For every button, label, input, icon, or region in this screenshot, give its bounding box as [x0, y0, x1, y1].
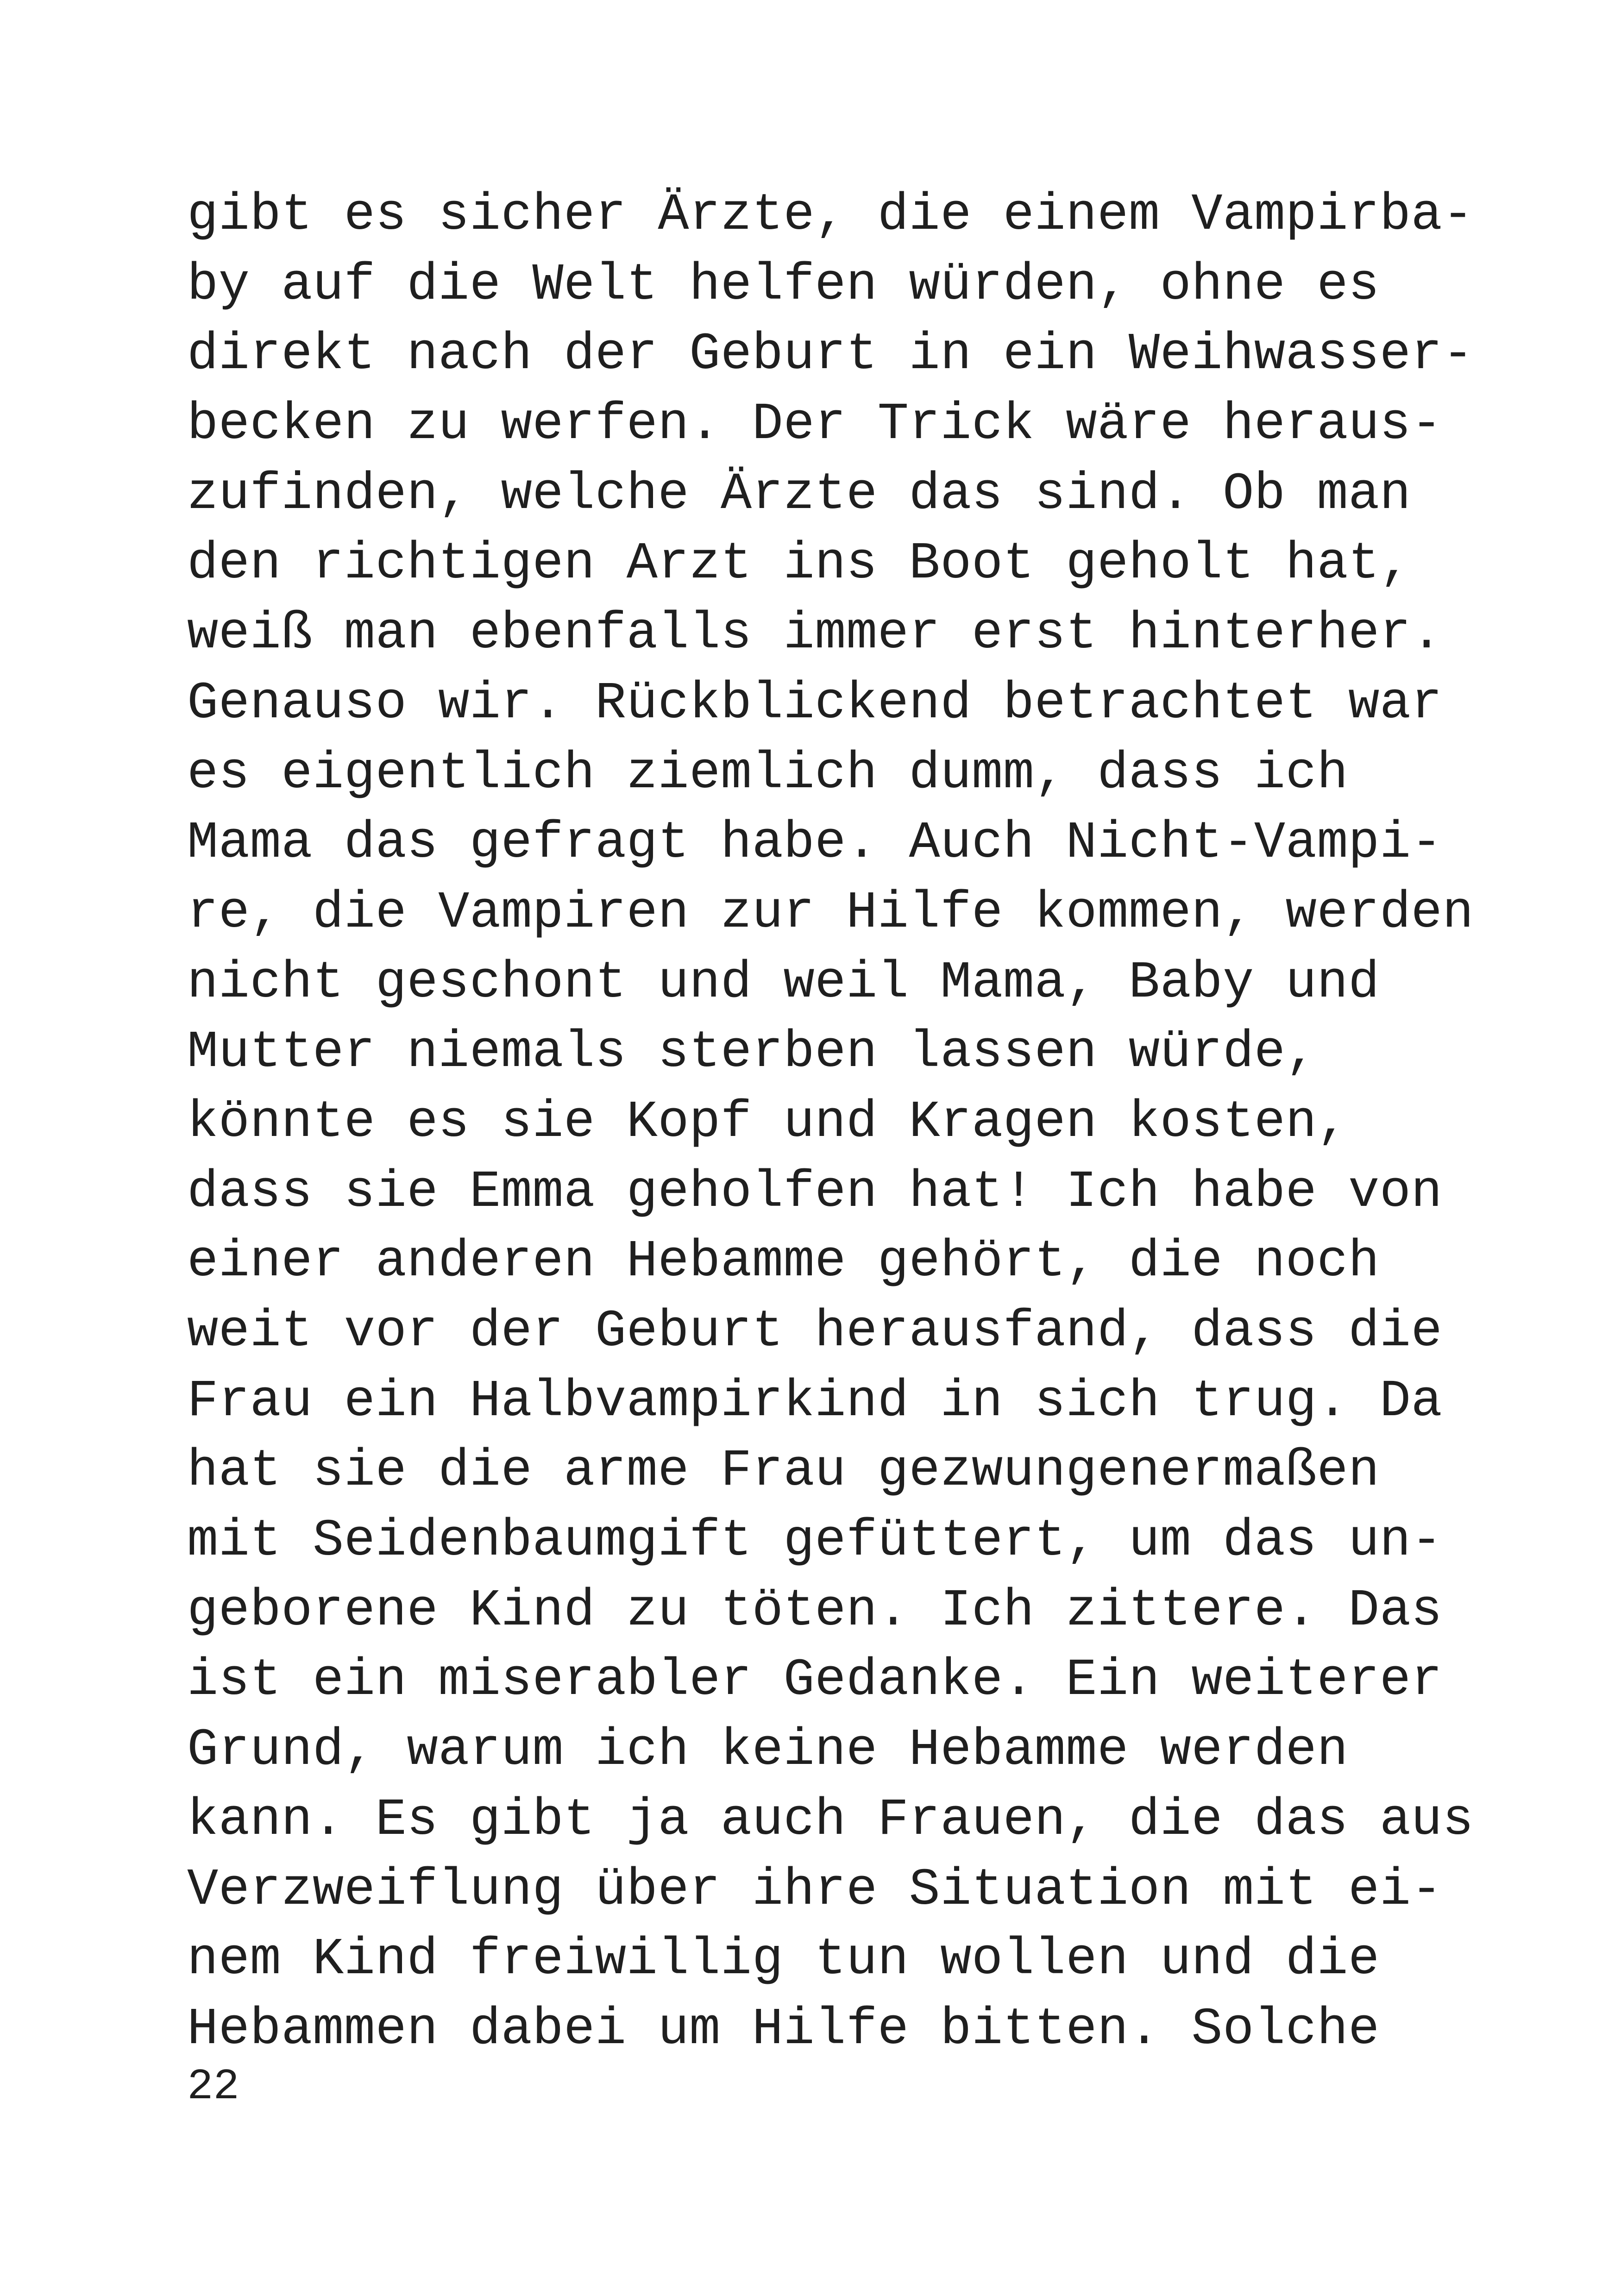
text-line: hat sie die arme Frau gezwungenermaßen — [187, 1442, 1380, 1501]
text-line: Mama das gefragt habe. Auch Nicht-Vampi- — [187, 814, 1443, 873]
text-line: nicht geschont und weil Mama, Baby und — [187, 953, 1380, 1012]
text-line: kann. Es gibt ja auch Frauen, die das aus — [187, 1790, 1474, 1850]
text-line: einer anderen Hebamme gehört, die noch — [187, 1232, 1380, 1292]
text-line: weiß man ebenfalls immer erst hinterher. — [187, 604, 1443, 664]
page-number: 22 — [187, 2063, 239, 2112]
text-line: direkt nach der Geburt in ein Weihwasser- — [187, 325, 1474, 384]
text-line: mit Seidenbaumgift gefüttert, um das un- — [187, 1512, 1443, 1571]
text-line: den richtigen Arzt ins Boot geholt hat, — [187, 534, 1411, 594]
text-line: Verzweiflung über ihre Situation mit ei- — [187, 1860, 1443, 1920]
text-line: re, die Vampiren zur Hilfe kommen, werden — [187, 883, 1474, 942]
text-line: geborene Kind zu töten. Ich zittere. Das — [187, 1581, 1443, 1640]
text-line: könnte es sie Kopf und Kragen kosten, — [187, 1092, 1349, 1152]
text-line: nem Kind freiwillig tun wollen und die — [187, 1930, 1380, 1989]
text-line: zufinden, welche Ärzte das sind. Ob man — [187, 464, 1411, 524]
text-line: ist ein miserabler Gedanke. Ein weiterer — [187, 1651, 1443, 1710]
text-line: Hebammen dabei um Hilfe bitten. Solche — [187, 2000, 1380, 2059]
text-line: Frau ein Halbvampirkind in sich trug. Da — [187, 1372, 1443, 1431]
text-line: Mutter niemals sterben lassen würde, — [187, 1023, 1317, 1082]
text-line: Grund, warum ich keine Hebamme werden — [187, 1721, 1349, 1780]
text-line: gibt es sicher Ärzte, die einem Vampirba- — [187, 186, 1474, 245]
text-line: dass sie Emma geholfen hat! Ich habe von — [187, 1162, 1443, 1222]
text-line: es eigentlich ziemlich dumm, dass ich — [187, 744, 1349, 803]
text-line: becken zu werfen. Der Trick wäre heraus- — [187, 395, 1443, 454]
text-line: Genauso wir. Rückblickend betrachtet war — [187, 674, 1443, 733]
text-line: by auf die Welt helfen würden, ohne es — [187, 255, 1380, 314]
body-text — [187, 181, 1484, 2065]
text-line: weit vor der Geburt herausfand, dass die — [187, 1302, 1443, 1361]
